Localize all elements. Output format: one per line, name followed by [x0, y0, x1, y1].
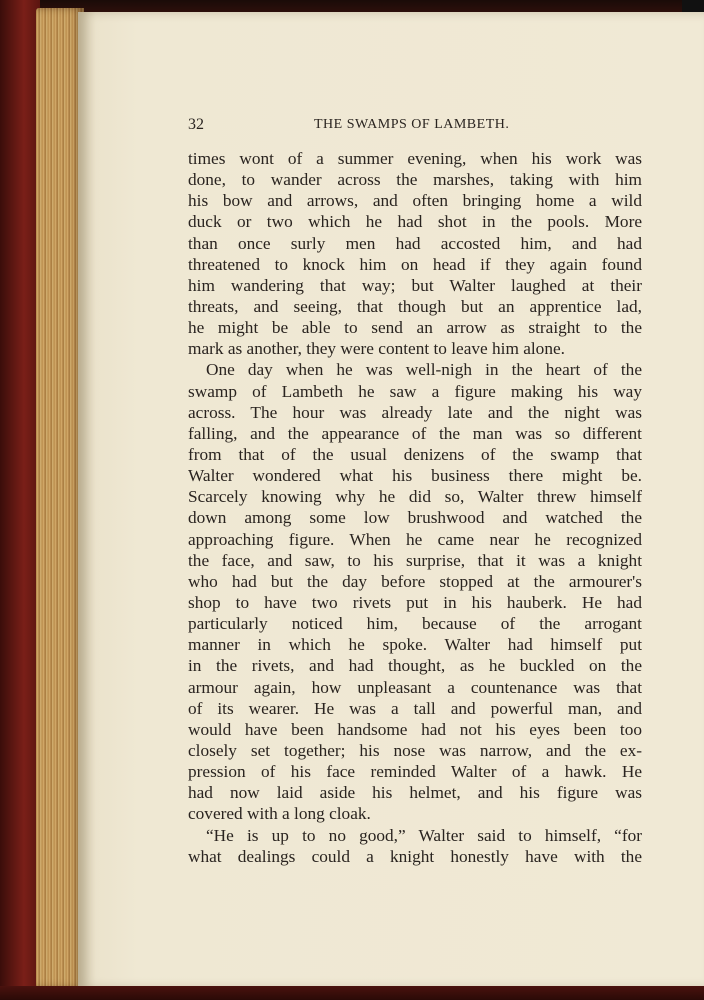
text-line: armour again, how unpleasant a countenance was that [188, 677, 642, 697]
text-line: from that of the usual denizens of the swamp that [188, 444, 642, 464]
text-line: shop to have two rivets put in his hauberk. He had [188, 592, 642, 612]
text-line: what dealings could a knight honestly have with the [188, 846, 642, 866]
text-line: his bow and arrows, and often bringing home a wild [188, 191, 642, 211]
text-line: of its wearer. He was a tall and powerful man, and [188, 698, 642, 718]
text-line: would have been handsome had not his eyes been too [188, 719, 642, 739]
text-line: than once surly men had accosted him, and had [188, 233, 642, 253]
text-line: manner in which he spoke. Walter had himself put [188, 635, 642, 655]
text-line: had now laid aside his helmet, and his figure was [188, 783, 642, 803]
text-line: One day when he was well-nigh in the heart of the [206, 360, 642, 380]
text-line: particularly noticed him, because of the arrogant [188, 614, 642, 634]
text-line: across. The hour was already late and the night was [188, 402, 642, 422]
text-line: duck or two which he had shot in the pools. More [188, 212, 642, 232]
text-line: done, to wander across the marshes, taking with him [188, 170, 642, 190]
body-text [188, 148, 642, 867]
text-line: down among some low brushwood and watched the [188, 508, 642, 528]
text-line: approaching figure. When he came near he recognized [188, 529, 642, 549]
text-line: “He is up to no good,” Walter said to himself, “for [206, 825, 642, 845]
book-cover-spine [0, 0, 40, 1000]
text-line: closely set together; his nose was narrow, and the ex- [188, 740, 642, 760]
text-line: Walter wondered what his business there might be. [188, 466, 642, 486]
text-line: he might be able to send an arrow as straight to the [188, 318, 642, 338]
text-line: him wandering that way; but Walter laughed at their [188, 275, 642, 295]
text-line: swamp of Lambeth he saw a figure making his way [188, 381, 642, 401]
text-line: mark as another, they were content to leave him alone. [188, 339, 565, 359]
running-head: THE SWAMPS OF LAMBETH. [314, 117, 510, 132]
text-line: the face, and saw, to his surprise, that it was a knight [188, 550, 642, 570]
text-line: pression of his face reminded Walter of a hawk. He [188, 762, 642, 782]
text-line: times wont of a summer evening, when his work was [188, 149, 642, 168]
text-line: threats, and seeing, that though but an apprentice lad, [188, 296, 642, 316]
text-line: threatened to knock him on head if they again found [188, 254, 642, 274]
book-cover-bottom [0, 986, 704, 1000]
text-line: in the rivets, and had thought, as he buckled on the [188, 656, 642, 676]
page-number: 32 [188, 116, 204, 133]
text-line: falling, and the appearance of the man was so different [188, 423, 642, 443]
page-edges [36, 8, 84, 988]
text-line: who had but the day before stopped at the armourer's [188, 571, 642, 591]
text-line: covered with a long cloak. [188, 804, 371, 824]
page-header [188, 116, 642, 138]
text-line: Scarcely knowing why he did so, Walter threw himself [188, 487, 642, 507]
